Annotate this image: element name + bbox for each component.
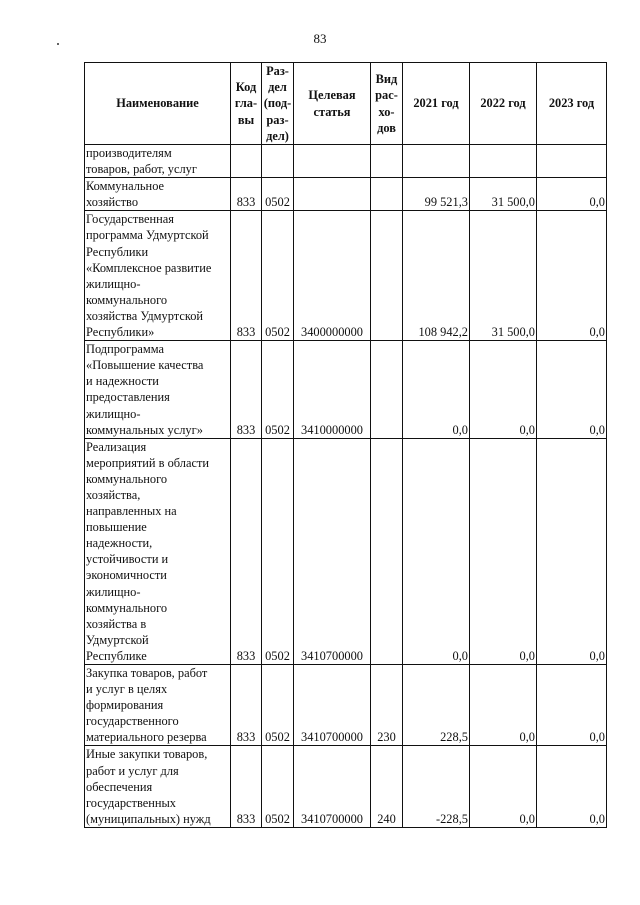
row-article-cell [294,178,371,211]
row-2023-cell: 0,0 [537,178,607,211]
row-2021-cell: 99 521,3 [403,178,470,211]
header-2023: 2023 год [537,63,607,145]
row-section-cell: 0502 [262,746,294,827]
row-name-cell: производителям товаров, работ, услуг [85,145,231,178]
row-2023-cell: 0,0 [537,438,607,664]
row-code-cell [231,145,262,178]
row-2022-cell: 0,0 [470,665,537,746]
header-chapter-code: Код гла- вы [231,63,262,145]
header-2021: 2021 год [403,63,470,145]
table-row [85,438,607,664]
header-section: Раз- дел (под- раз- дел) [262,63,294,145]
table-row [85,178,607,211]
table-row [85,665,607,746]
row-section-cell: 0502 [262,665,294,746]
budget-table [84,62,607,828]
row-type-cell: 230 [371,665,403,746]
row-article-cell: 3410700000 [294,746,371,827]
row-2023-cell: 0,0 [537,665,607,746]
row-2021-cell [403,145,470,178]
table-row [85,211,607,341]
table-row [85,746,607,827]
row-name-cell: Иные закупки товаров, работ и услуг для обеспечения государственных (муниципальных) нужд [85,746,231,827]
row-code-cell: 833 [231,665,262,746]
row-name-cell: Реализация мероприятий в области коммунального хозяйства, направленных на повышение надежности, устойчивости и экономичности жилищно- коммунального хозяйства в Удмуртской Республике [85,438,231,664]
table-row [85,145,607,178]
row-2021-cell: 0,0 [403,341,470,439]
row-type-cell [371,438,403,664]
header-2022: 2022 год [470,63,537,145]
row-2022-cell: 31 500,0 [470,211,537,341]
row-2022-cell: 31 500,0 [470,178,537,211]
row-type-cell [371,178,403,211]
row-2023-cell [537,145,607,178]
row-article-cell: 3410700000 [294,438,371,664]
row-name-cell: Государственная программа Удмуртской Республики «Комплексное развитие жилищно- коммунального хозяйства Удмуртской Республики» [85,211,231,341]
row-article-cell: 3410000000 [294,341,371,439]
row-type-cell [371,341,403,439]
row-2022-cell [470,145,537,178]
row-2021-cell: 0,0 [403,438,470,664]
row-name-cell: Коммунальное хозяйство [85,178,231,211]
row-2023-cell: 0,0 [537,211,607,341]
row-2022-cell: 0,0 [470,746,537,827]
table-header-row [85,63,607,145]
row-2021-cell: 108 942,2 [403,211,470,341]
row-section-cell: 0502 [262,438,294,664]
row-section-cell [262,145,294,178]
row-code-cell: 833 [231,211,262,341]
header-name: Наименование [85,63,231,145]
row-name-cell: Подпрограмма «Повышение качества и надежности предоставления жилищно- коммунальных услуг» [85,341,231,439]
row-section-cell: 0502 [262,211,294,341]
row-section-cell: 0502 [262,341,294,439]
row-2022-cell: 0,0 [470,438,537,664]
row-2022-cell: 0,0 [470,341,537,439]
scan-speck [57,43,59,45]
table-row [85,341,607,439]
row-section-cell: 0502 [262,178,294,211]
row-article-cell: 3400000000 [294,211,371,341]
row-2023-cell: 0,0 [537,746,607,827]
row-code-cell: 833 [231,746,262,827]
row-type-cell [371,211,403,341]
row-2021-cell: -228,5 [403,746,470,827]
header-target-article: Целевая статья [294,63,371,145]
header-expense-type: Вид рас- хо- дов [371,63,403,145]
page-number: 83 [313,31,327,46]
row-article-cell: 3410700000 [294,665,371,746]
row-name-cell: Закупка товаров, работ и услуг в целях формирования государственного материального резерва [85,665,231,746]
row-code-cell: 833 [231,178,262,211]
row-2021-cell: 228,5 [403,665,470,746]
row-article-cell [294,145,371,178]
row-type-cell [371,145,403,178]
row-code-cell: 833 [231,438,262,664]
row-2023-cell: 0,0 [537,341,607,439]
row-code-cell: 833 [231,341,262,439]
row-type-cell: 240 [371,746,403,827]
